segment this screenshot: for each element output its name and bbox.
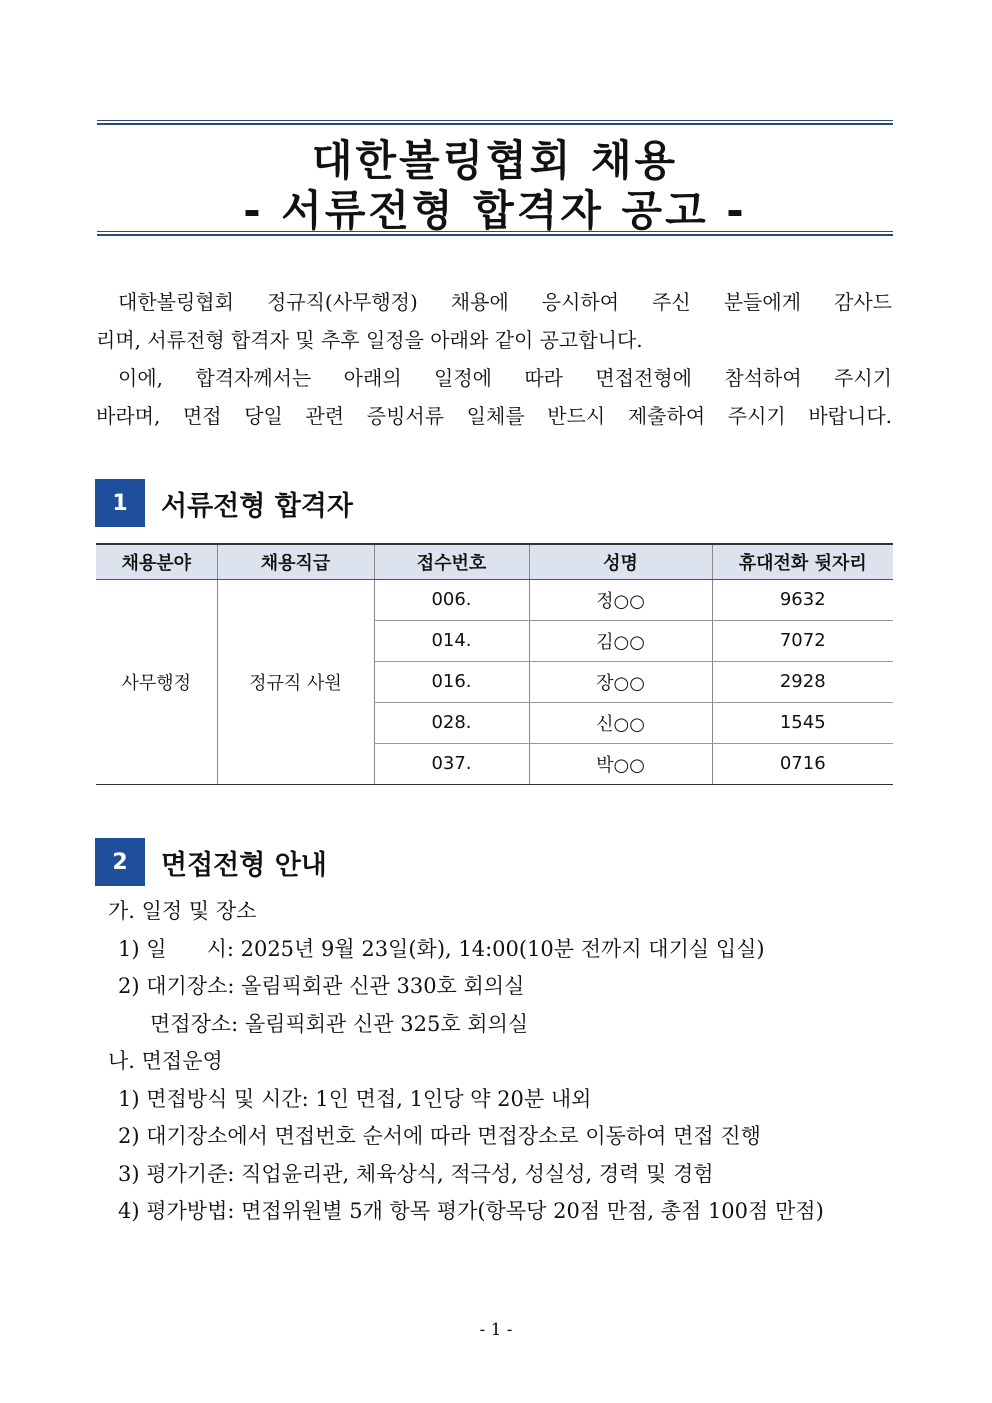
page-number: - 1 -	[479, 1320, 513, 1340]
intro-paragraphs	[96, 283, 892, 435]
guide-item-waiting-room: 2) 대기장소: 올림픽회관 신관 330호 회의실	[118, 974, 525, 998]
section-2-number: 2	[95, 838, 145, 886]
title-line-2: - 서류전형 합격자 공고 -	[243, 186, 747, 235]
cell-receipt-no: 006.	[374, 579, 529, 620]
section-1-title: 서류전형 합격자	[161, 490, 353, 522]
section-1-number: 1	[95, 479, 145, 527]
cell-phone: 2928	[712, 661, 893, 702]
cell-field: 사무행정	[96, 579, 217, 784]
guide-item-interview-room: 면접장소: 올림픽회관 신관 325호 회의실	[150, 1011, 529, 1036]
cell-rank: 정규직 사원	[217, 579, 374, 784]
header-phone: 휴대전화 뒷자리	[712, 544, 893, 579]
cell-phone: 1545	[712, 702, 893, 743]
passer-table	[96, 543, 893, 785]
section-2-header	[95, 838, 327, 886]
table-header-row	[96, 544, 893, 579]
cell-name: 신○○	[529, 702, 712, 743]
guide-item-procedure: 2) 대기장소에서 면접번호 순서에 따라 면접장소로 이동하여 면접 진행	[118, 1124, 761, 1148]
section-2-title: 면접전형 안내	[161, 849, 327, 881]
cell-receipt-no: 014.	[374, 620, 529, 661]
section-1-header	[95, 479, 353, 527]
guide-heading-operation: 나. 면접운영	[108, 1049, 223, 1073]
title-bottom-rule	[97, 231, 893, 236]
guide-item-criteria: 3) 평가기준: 직업윤리관, 체육상식, 적극성, 성실성, 경력 및 경험	[118, 1161, 714, 1186]
title-top-rule	[97, 120, 893, 125]
cell-receipt-no: 016.	[374, 661, 529, 702]
header-name: 성명	[529, 544, 712, 579]
cell-phone: 7072	[712, 620, 893, 661]
intro-p2-line1: 이에, 합격자께서는 아래의 일정에 따라 면접전형에 참석하여 주시기	[118, 366, 892, 390]
title-box	[97, 120, 893, 236]
guide-item-datetime: 1) 일 시: 2025년 9월 23일(화), 14:00(10분 전까지 대기실 입실)	[118, 936, 765, 961]
interview-guide	[108, 893, 824, 1231]
title-line-1: 대한볼링협회 채용	[311, 136, 679, 185]
cell-receipt-no: 028.	[374, 702, 529, 743]
table-row	[96, 579, 893, 620]
cell-name: 김○○	[529, 620, 712, 661]
guide-heading-schedule: 가. 일정 및 장소	[108, 899, 257, 923]
cell-name: 장○○	[529, 661, 712, 702]
cell-phone: 9632	[712, 579, 893, 620]
guide-item-evaluation: 4) 평가방법: 면접위원별 5개 항목 평가(항목당 20점 만점, 총점 100점 만점)	[118, 1199, 824, 1223]
intro-p1-line1: 대한볼링협회 정규직(사무행정) 채용에 응시하여 주신 분들에게 감사드	[118, 290, 892, 314]
cell-receipt-no: 037.	[374, 743, 529, 784]
cell-phone: 0716	[712, 743, 893, 784]
cell-name: 정○○	[529, 579, 712, 620]
header-receipt-no: 접수번호	[374, 544, 529, 579]
intro-p1-line2: 리며, 서류전형 합격자 및 추후 일정을 아래와 같이 공고합니다.	[96, 328, 643, 352]
header-field: 채용분야	[96, 544, 217, 579]
cell-name: 박○○	[529, 743, 712, 784]
intro-p2-line2: 바라며, 면접 당일 관련 증빙서류 일체를 반드시 제출하여 주시기 바랍니다.	[96, 404, 892, 428]
guide-item-method: 1) 면접방식 및 시간: 1인 면접, 1인당 약 20분 내외	[118, 1086, 592, 1111]
header-rank: 채용직급	[217, 544, 374, 579]
